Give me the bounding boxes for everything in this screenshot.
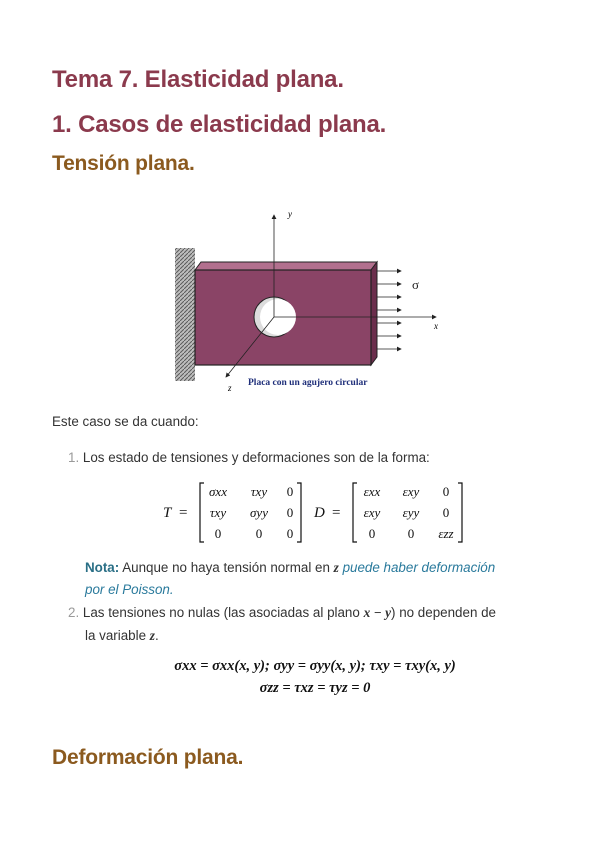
matrix-D-cell-0-1: εxy (402, 484, 420, 499)
axis-y-label: y (288, 209, 292, 219)
matrix-D-cell-1-0: εxy (363, 505, 381, 520)
matrix-T-cell-2-0: 0 (214, 526, 222, 541)
sigma-arrows (377, 271, 401, 349)
equation-line-2: σzz = τxz = τyz = 0 (259, 680, 371, 696)
matrix-D-cell-2-2: εzz (438, 526, 454, 541)
note-link-continued[interactable]: por el Poisson. (85, 582, 174, 597)
figure-caption: Placa con un agujero circular (248, 378, 368, 388)
matrix-T-cell-0-1: τxy (250, 484, 268, 499)
matrix-T-cell-1-2: 0 (286, 505, 294, 520)
period: . (154, 628, 159, 643)
matrix-T-cell-2-2: 0 (286, 526, 294, 541)
matrix-D-cell-1-2: 0 (442, 505, 450, 520)
wall-support (175, 248, 195, 381)
svg-text:=: = (332, 505, 341, 521)
note-line-2 (85, 579, 174, 601)
list-item-text: la variable (85, 628, 150, 643)
variable-z: z (149, 628, 155, 643)
matrix-D-cell-1-1: εyy (402, 505, 420, 520)
list-item-text: Las tensiones no nulas (las asociadas al plano (82, 605, 364, 620)
note-text: Aunque no haya tensión normal en (119, 560, 334, 575)
intro-text: Este caso se da cuando: (52, 414, 199, 429)
list-item-2-line-2 (85, 625, 159, 647)
list-item-1 (68, 447, 430, 469)
note-line-1 (85, 557, 495, 579)
subheading-deformacion-plana: Deformación plana. (52, 746, 244, 769)
matrix-D-cell-0-2: 0 (442, 484, 450, 499)
svg-text:=: = (179, 505, 188, 521)
list-number: 1. (68, 450, 80, 465)
matrix-D-cell-0-0: εxx (363, 484, 381, 499)
subheading-tension-plana: Tensión plana. (52, 152, 195, 175)
matrices-equation (160, 478, 470, 548)
equation-line-1: σxx = σxx(x, y); σyy = σyy(x, y); τxy = τxy(x, y) (174, 658, 456, 674)
matrix-T-label: T (163, 505, 172, 521)
matrix-D-label: D (314, 505, 325, 521)
plane-expression: x − y (363, 605, 392, 620)
matrix-T-cell-1-1: σyy (250, 505, 268, 520)
axis-z-label: z (228, 383, 232, 393)
list-item-text: Los estado de tensiones y deformaciones son de la forma: (82, 450, 430, 465)
note-link[interactable]: puede haber deformación (338, 560, 496, 575)
section-heading: 1. Casos de elasticidad plana. (52, 111, 387, 138)
matrix-T-cell-1-0: τxy (209, 505, 227, 520)
list-number: 2. (68, 605, 80, 620)
matrix-D-cell-2-0: 0 (368, 526, 376, 541)
matrix-T-cell-0-2: 0 (286, 484, 294, 499)
axis-x-label: x (434, 321, 438, 331)
list-item-text-end: ) no dependen de (391, 605, 497, 620)
matrix-T-cell-2-1: 0 (255, 526, 263, 541)
matrix-T-cell-0-0: σxx (209, 484, 227, 499)
page-title: Tema 7. Elasticidad plana. (52, 66, 344, 93)
list-item-2 (68, 602, 496, 624)
note-variable: z (333, 560, 339, 575)
note-label: Nota: (85, 560, 120, 575)
plate-figure (168, 205, 448, 395)
matrix-D-cell-2-1: 0 (407, 526, 415, 541)
sigma-label: σ (412, 277, 420, 292)
